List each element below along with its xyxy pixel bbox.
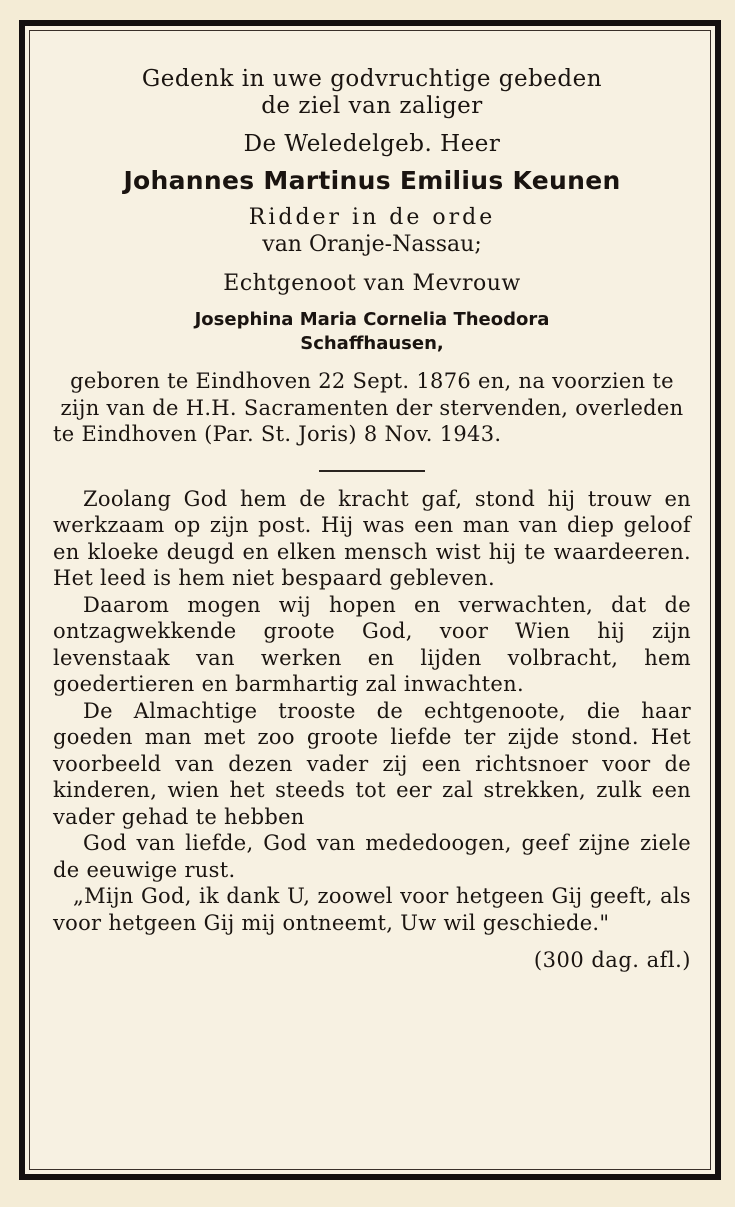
indulgence-note: (300 dag. afl.) [533, 948, 691, 972]
divider-line [319, 470, 425, 472]
prayer-quote: „Mijn God, ik dank U, zoowel voor hetgeen Gij geeft, als voor hetgeen Gij mij ontneemt, Uw wil geschiede." [53, 884, 691, 935]
knighthood-line-2: van Oranje-Nassau; [262, 232, 482, 257]
body-paragraph-1: Zoolang God hem de kracht gaf, stond hij trouw en werkzaam op zijn post. Hij was een man van diep geloof en kloeke deugd en elken mensch wist hij te waardeeren. Het leed is hem niet bespaard gebleven. [53, 486, 691, 590]
spouse-name-line-1: Josephina Maria Cornelia Theodora [194, 309, 550, 330]
body-paragraph-4: God van liefde, God van mededoogen, geef zijne ziele de eeuwige rust. [53, 831, 691, 882]
knighthood-text-1: Ridder in de orde [248, 205, 496, 230]
body-paragraph-3: De Almachtige trooste de echtgenoote, die haar goeden man met zoo groote liefde ter zijde stond. Het voorbeeld van dezen vader zij een richtsnoer voor de kinderen, wien het steeds tot eer zal strekken, zulk een vader gehad te hebben [53, 698, 691, 829]
deceased-name: Johannes Martinus Emilius Keunen [123, 166, 621, 195]
spouse-name-line-2: Schaffhausen, [300, 333, 444, 354]
birth-death-info: geboren te Eindhoven 22 Sept. 1876 en, na voorzien te zijn van de H.H. Sacramenten der stervenden, overleden te Eindhoven (Par. St. Joris) 8 Nov. 1943. [53, 369, 684, 446]
honorific-title: De Weledelgeb. Heer [243, 131, 501, 157]
knighthood-line-1 [53, 204, 691, 231]
intro-line-1: Gedenk in uwe godvruchtige gebeden [141, 66, 603, 92]
memorial-card [19, 20, 721, 1180]
card-content [53, 66, 691, 993]
body-paragraph-2: Daarom mogen wij hopen en verwachten, dat de ontzagwekkende groote God, voor Wien hij zijn levenstaak van werken en lijden volbracht, hem goedertieren en barmhartig zal inwachten. [53, 592, 691, 696]
intro-line-2: de ziel van zaliger [261, 93, 483, 119]
spouse-intro: Echtgenoot van Mevrouw [223, 271, 521, 296]
